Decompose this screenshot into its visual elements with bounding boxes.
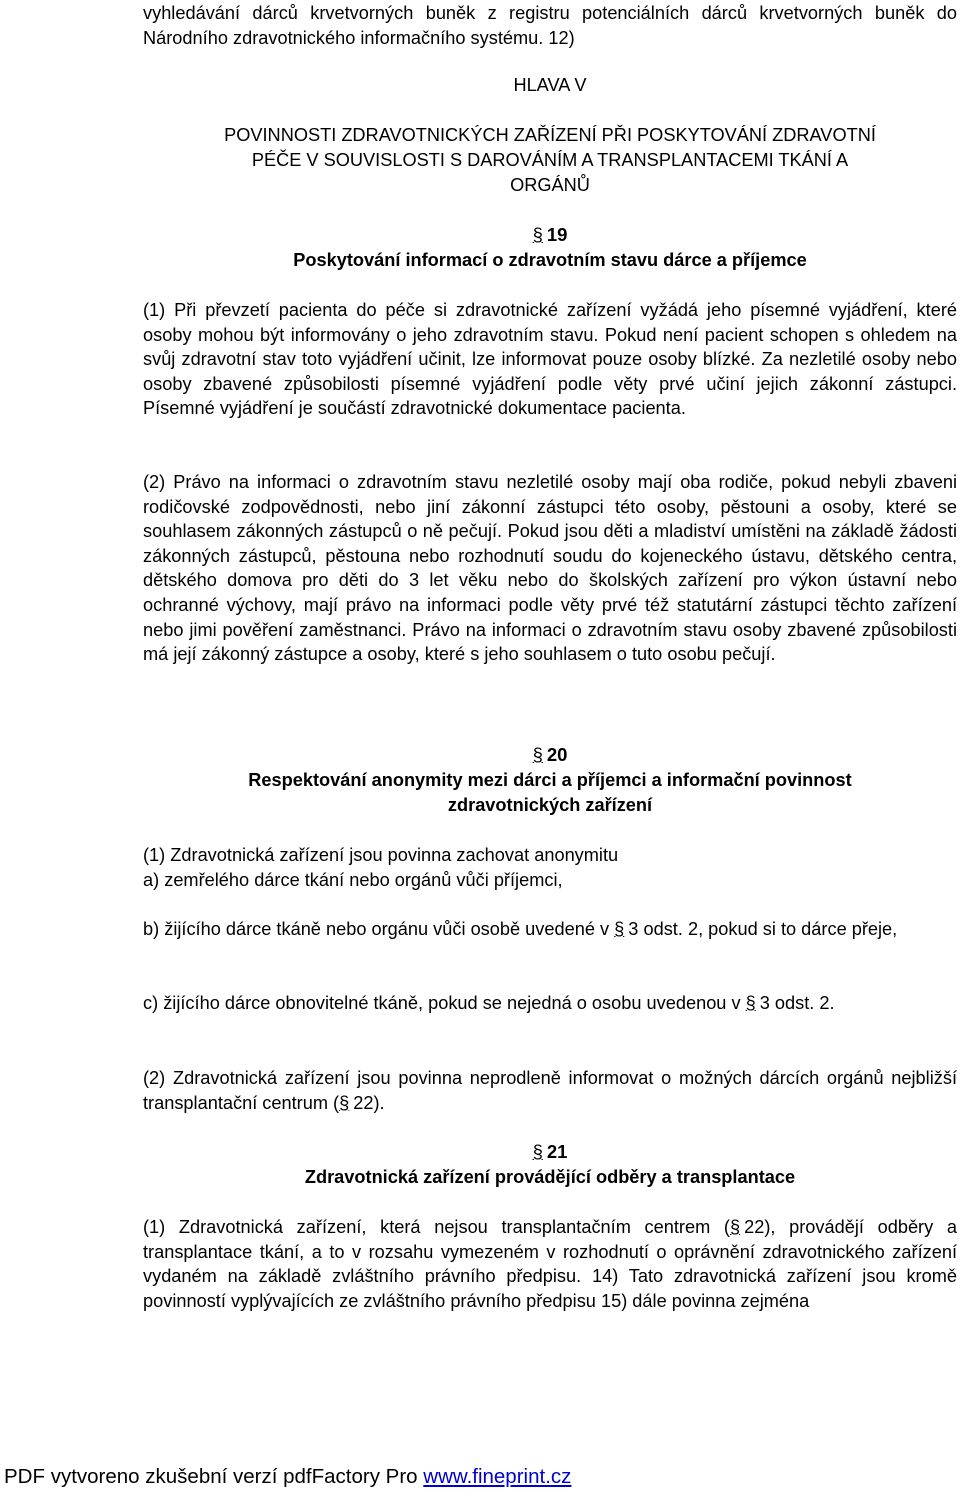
section-19-paragraph-2: (2) Právo na informaci o zdravotním stavu nezletilé osoby mají oba rodiče, pokud nebyli zbaveni rodičovské zodpovědnosti, nebo jiní zákonní zástupci této osoby, pěstouni a osoby, které se souhlasem zákonných zástupců o ně pečují. Pokud jsou děti a mladiství umístěni na základě žádosti zákonných zástupců, pěstouna nebo rozhodnutí soudu do kojeneckého ústavu, dětského centra, dětského domova pro děti do 3 let věku nebo do školských zařízení pro výkon ústavní nebo ochranné výchovy, mají právo na informaci podle věty prvé též statutární zástupci těchto zařízení nebo jimi pověření zaměstnanci. Právo na informaci o zdravotním stavu osoby zbavené způsobilosti má její zákonný zástupce a osoby, které s jeho souhlasem o tuto osobu pečují. [143,472,957,665]
section-sign-icon: § [339,1092,350,1113]
pdf-footer [4,1464,571,1490]
section-19-number: § 19 [143,223,957,248]
section-sign-icon: § [532,1141,543,1162]
section-sign-icon: § [532,224,543,245]
section-21-heading: Zdravotnická zařízení provádějící odběry a transplantace [304,1167,796,1187]
section-20-paragraph-2: (2) Zdravotnická zařízení jsou povinna neprodleně informovat o možných dárcích orgánů nejbližší transplantační centrum (§ 22). [143,1066,957,1115]
hlava-subtitle-line1: POVINNOSTI ZDRAVOTNICKÝCH ZAŘÍZENÍ PŘI POSKYTOVÁNÍ ZDRAVOTNÍ [224,125,876,145]
section-21-paragraph-1: (1) Zdravotnická zařízení, která nejsou transplantačním centrem (§ 22), provádějí odběry a transplantace tkání, a to v rozsahu vymezeném v rozhodnutí o oprávnění zdravotnického zařízení vydaném na základě zvláštního právního předpisu. 14) Tato zdravotnická zařízení jsou kromě povinností vyplývajících ze zvláštního právního předpisu 15) dále povinna zejména [143,1217,957,1311]
section-20-p1-line1: (1) Zdravotnická zařízení jsou povinna zachovat anonymitu [143,845,619,865]
hlava-subtitle-line3: ORGÁNŮ [510,175,590,195]
footer-link[interactable]: www.fineprint.cz [423,1465,572,1488]
section-20-p1-line2: a) zemřelého dárce tkání nebo orgánů vůči příjemci, [143,870,563,890]
section-20-heading-line2: zdravotnických zařízení [447,795,653,815]
section-20-item-c: c) žijícího dárce obnovitelné tkáně, pokud se nejedná o osobu uvedenou v § 3 odst. 2. [143,991,957,1016]
section-21-number: § 21 [143,1140,957,1165]
section-20-number: § 20 [143,743,957,768]
hlava-title: HLAVA V [513,75,587,95]
section-20-heading-line1: Respektování anonymity mezi dárci a příjemci a informační povinnost [248,770,852,790]
top-paragraph: vyhledávání dárců krvetvorných buněk z registru potenciálních dárců krvetvorných buněk do Národního zdravotnického informačního systému. 12) [143,3,957,48]
section-20-item-b: b) žijícího dárce tkáně nebo orgánu vůči osobě uvedené v § 3 odst. 2, pokud si to dárce přeje, [143,917,957,942]
footer-text: PDF vytvoreno zkušební verzí pdfFactory Pro [4,1465,424,1488]
section-19-paragraph-1: (1) Při převzetí pacienta do péče si zdravotnické zařízení vyžádá jeho písemné vyjádření, které osoby mohou být informovány o jeho zdravotním stavu. Pokud není pacient schopen s ohledem na svůj zdravotní stav toto vyjádření učinit, lze informovat pouze osoby blízké. Za nezletilé osoby nebo osoby zbavené způsobilosti písemné vyjádření podle věty prvé učiní jejich zákonní zástupci. Písemné vyjádření je součástí zdravotnické dokumentace pacienta. [143,300,957,419]
section-19-heading: Poskytování informací o zdravotním stavu dárce a příjemce [293,250,807,270]
section-sign-icon: § [745,993,756,1013]
section-sign-icon: § [532,744,543,765]
hlava-subtitle-line2: PÉČE V SOUVISLOSTI S DAROVÁNÍM A TRANSPLANTACEMI TKÁNÍ A [251,150,849,170]
section-sign-icon: § [614,919,625,939]
section-sign-icon: § [729,1217,741,1237]
